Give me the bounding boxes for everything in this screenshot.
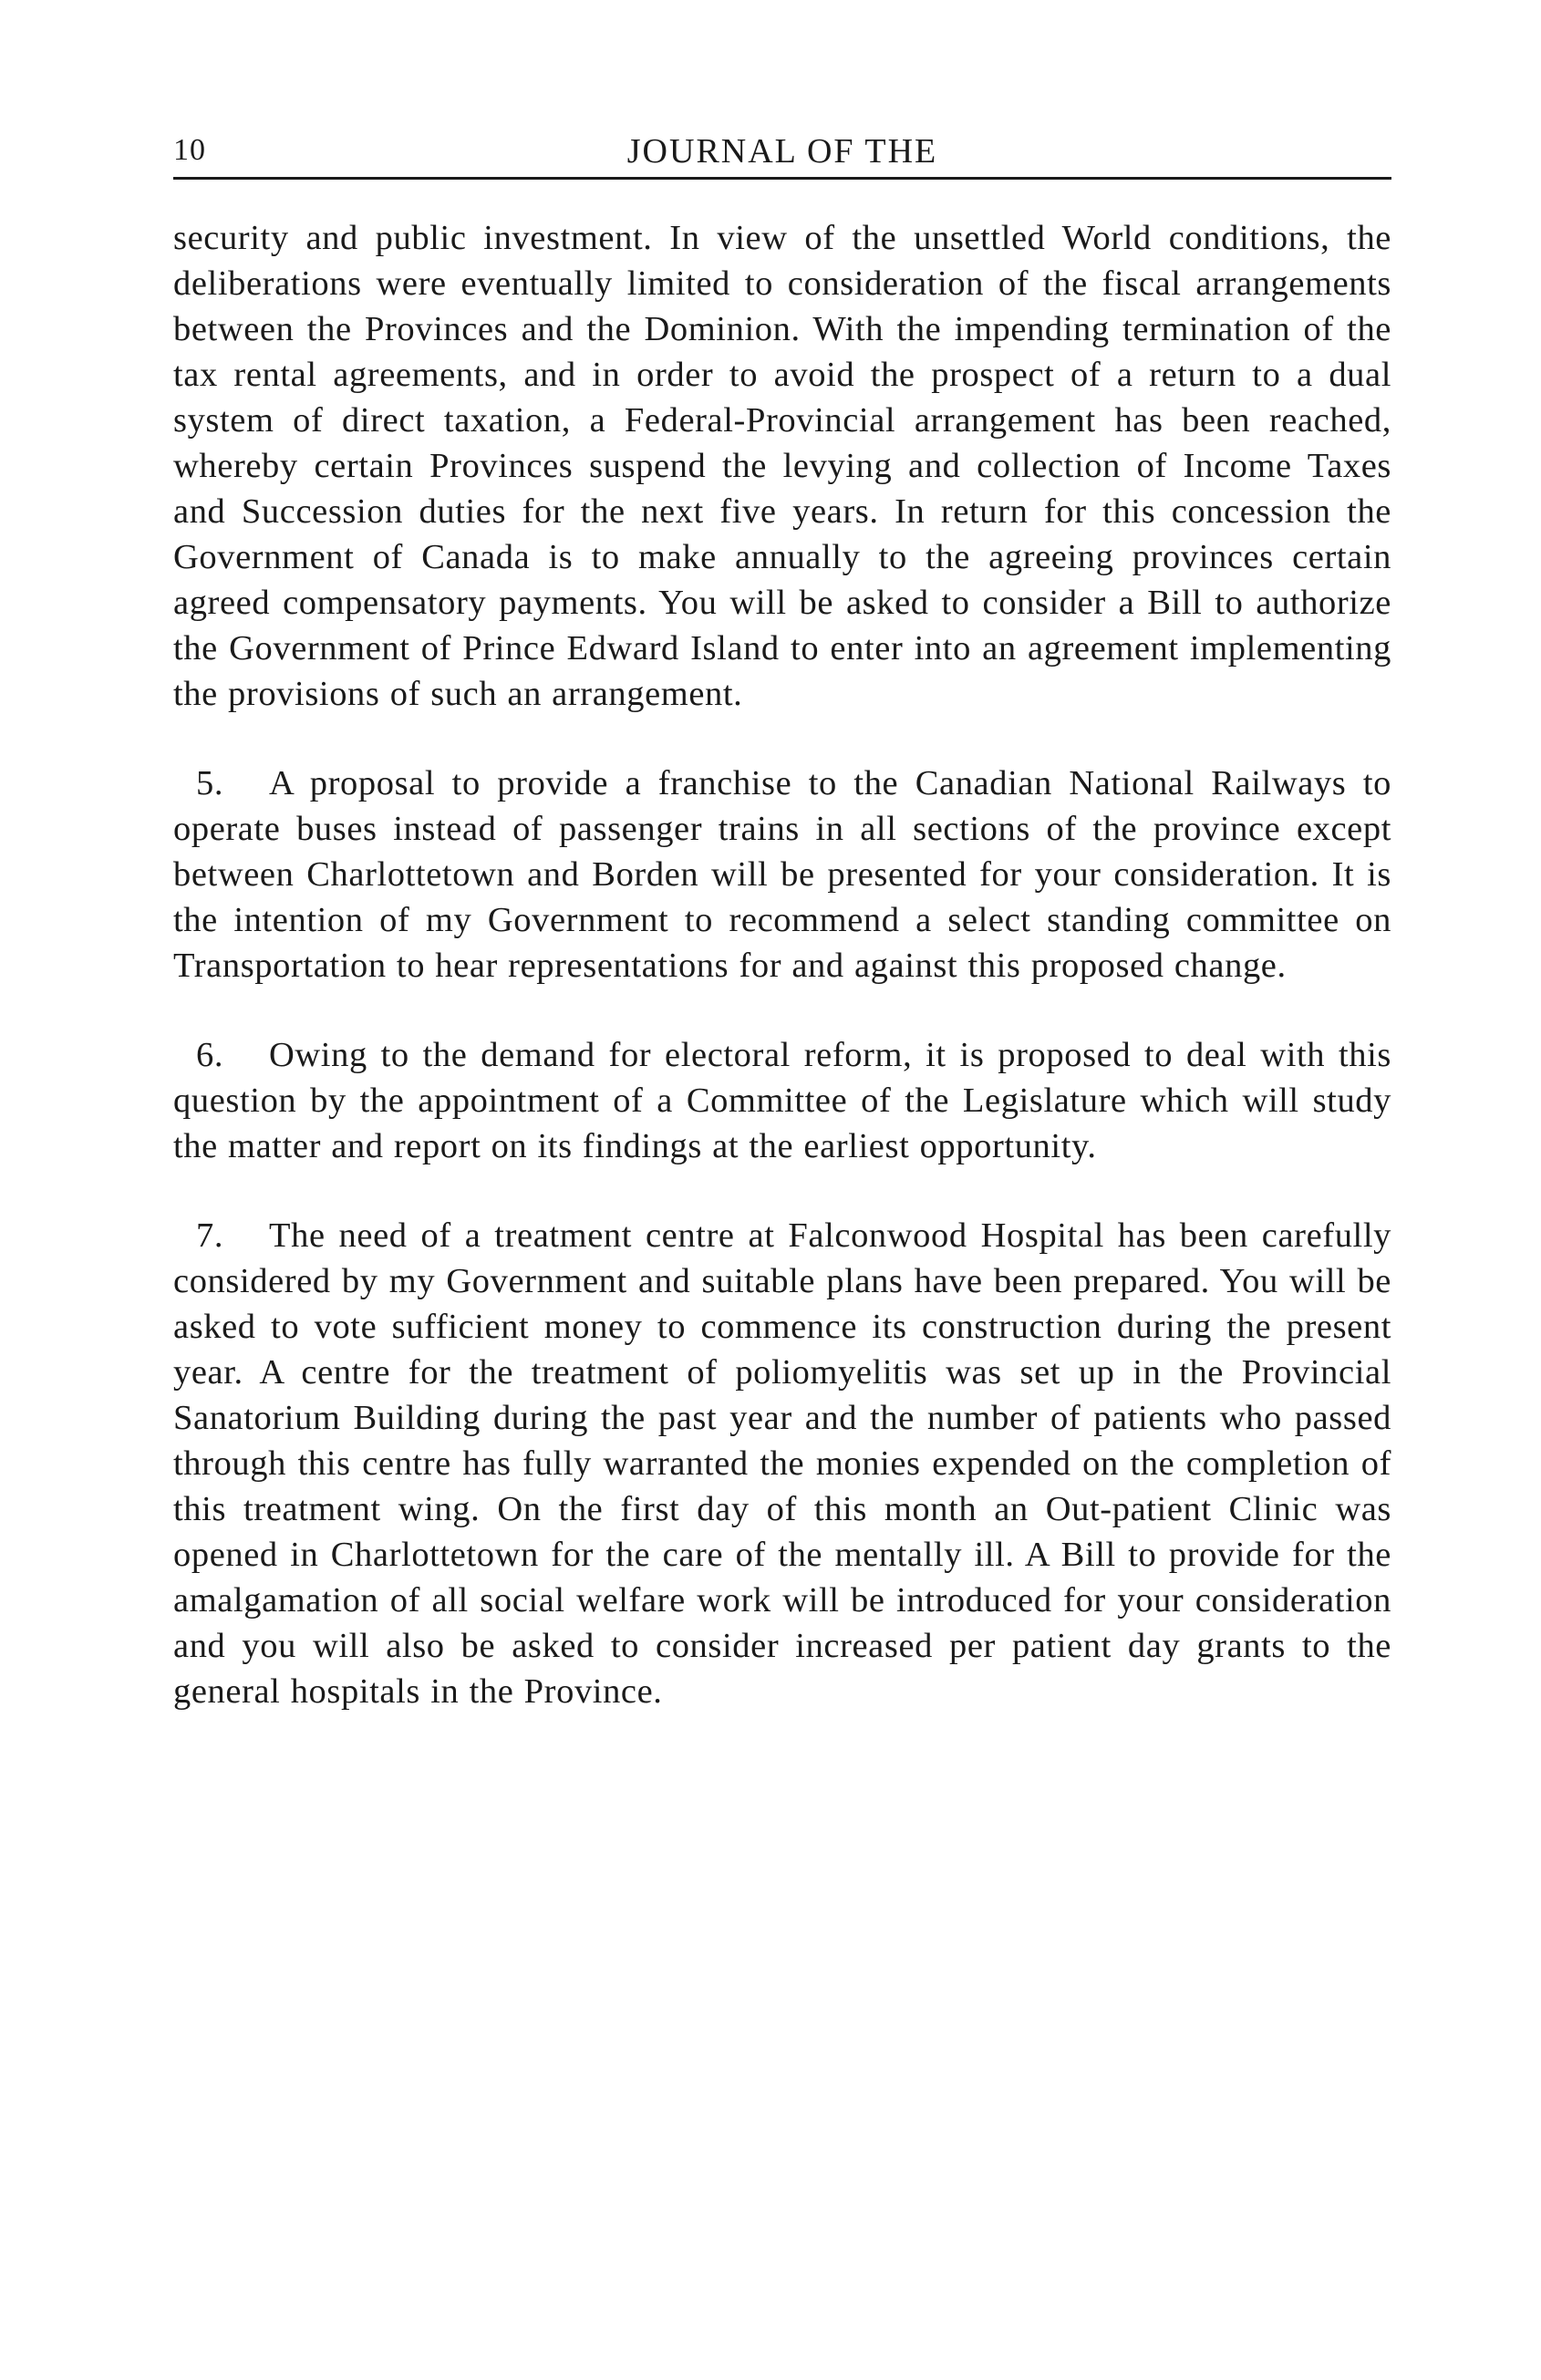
paragraph-text: A proposal to provide a franchise to the Canadian National Railways to operate buses instead of passenger trains in all sections of the province except between Charlottetown and Borden will be presented for your consideration. It is the intention of my Government to recommend a select standing committee on Transportation to hear representations for and against this proposed change. [173,764,1391,985]
page-body [173,215,1391,1758]
paragraph-number: 7. [196,1216,224,1255]
header-rule [173,177,1391,180]
paragraph-number: 6. [196,1036,224,1074]
paragraph-continued [173,215,1391,717]
paragraph-text: security and public investment. In view of the unsettled World conditions, the deliberations were eventually limited to consideration of the fiscal arrangements between the Provinces and the Dominion. With the impending termination of the tax rental agreements, and in order to avoid the prospect of a return to a dual system of direct taxation, a Federal-Provincial arrangement has been reached, whereby certain Provinces suspend the levying and collection of Income Taxes and Succession duties for the next five years. In return for this concession the Government of Canada is to make annually to the agreeing provinces certain agreed compensatory payments. You will be asked to consider a Bill to authorize the Government of Prince Edward Island to enter into an agreement implementing the provisions of such an arrangement. [173,219,1391,713]
paragraph-6 [173,1032,1391,1169]
paragraph-5 [173,761,1391,988]
paragraph-7 [173,1213,1391,1714]
paragraph-number: 5. [196,764,224,802]
page-number: 10 [173,133,206,167]
page-header [173,128,1391,181]
paragraph-text: Owing to the demand for electoral reform, it is proposed to deal with this question by the appointment of a Committee of the Legislature which will study the matter and report on its findings at the earliest opportunity. [173,1036,1391,1165]
paragraph-text: The need of a treatment centre at Falconwood Hospital has been carefully considered by my Government and suitable plans have been prepared. You will be asked to vote sufficient money to commence its construction during the present year. A centre for the treatment of poliomyelitis was set up in the Provincial Sanatorium Building during the past year and the number of patients who passed through this centre has fully warranted the monies expended on the completion of this treatment wing. On the first day of this month an Out-patient Clinic was opened in Charlottetown for the care of the mentally ill. A Bill to provide for the amalgamation of all social welfare work will be introduced for your consideration and you will also be asked to consider increased per patient day grants to the general hospitals in the Province. [173,1216,1391,1711]
running-title: JOURNAL OF THE [626,132,938,171]
